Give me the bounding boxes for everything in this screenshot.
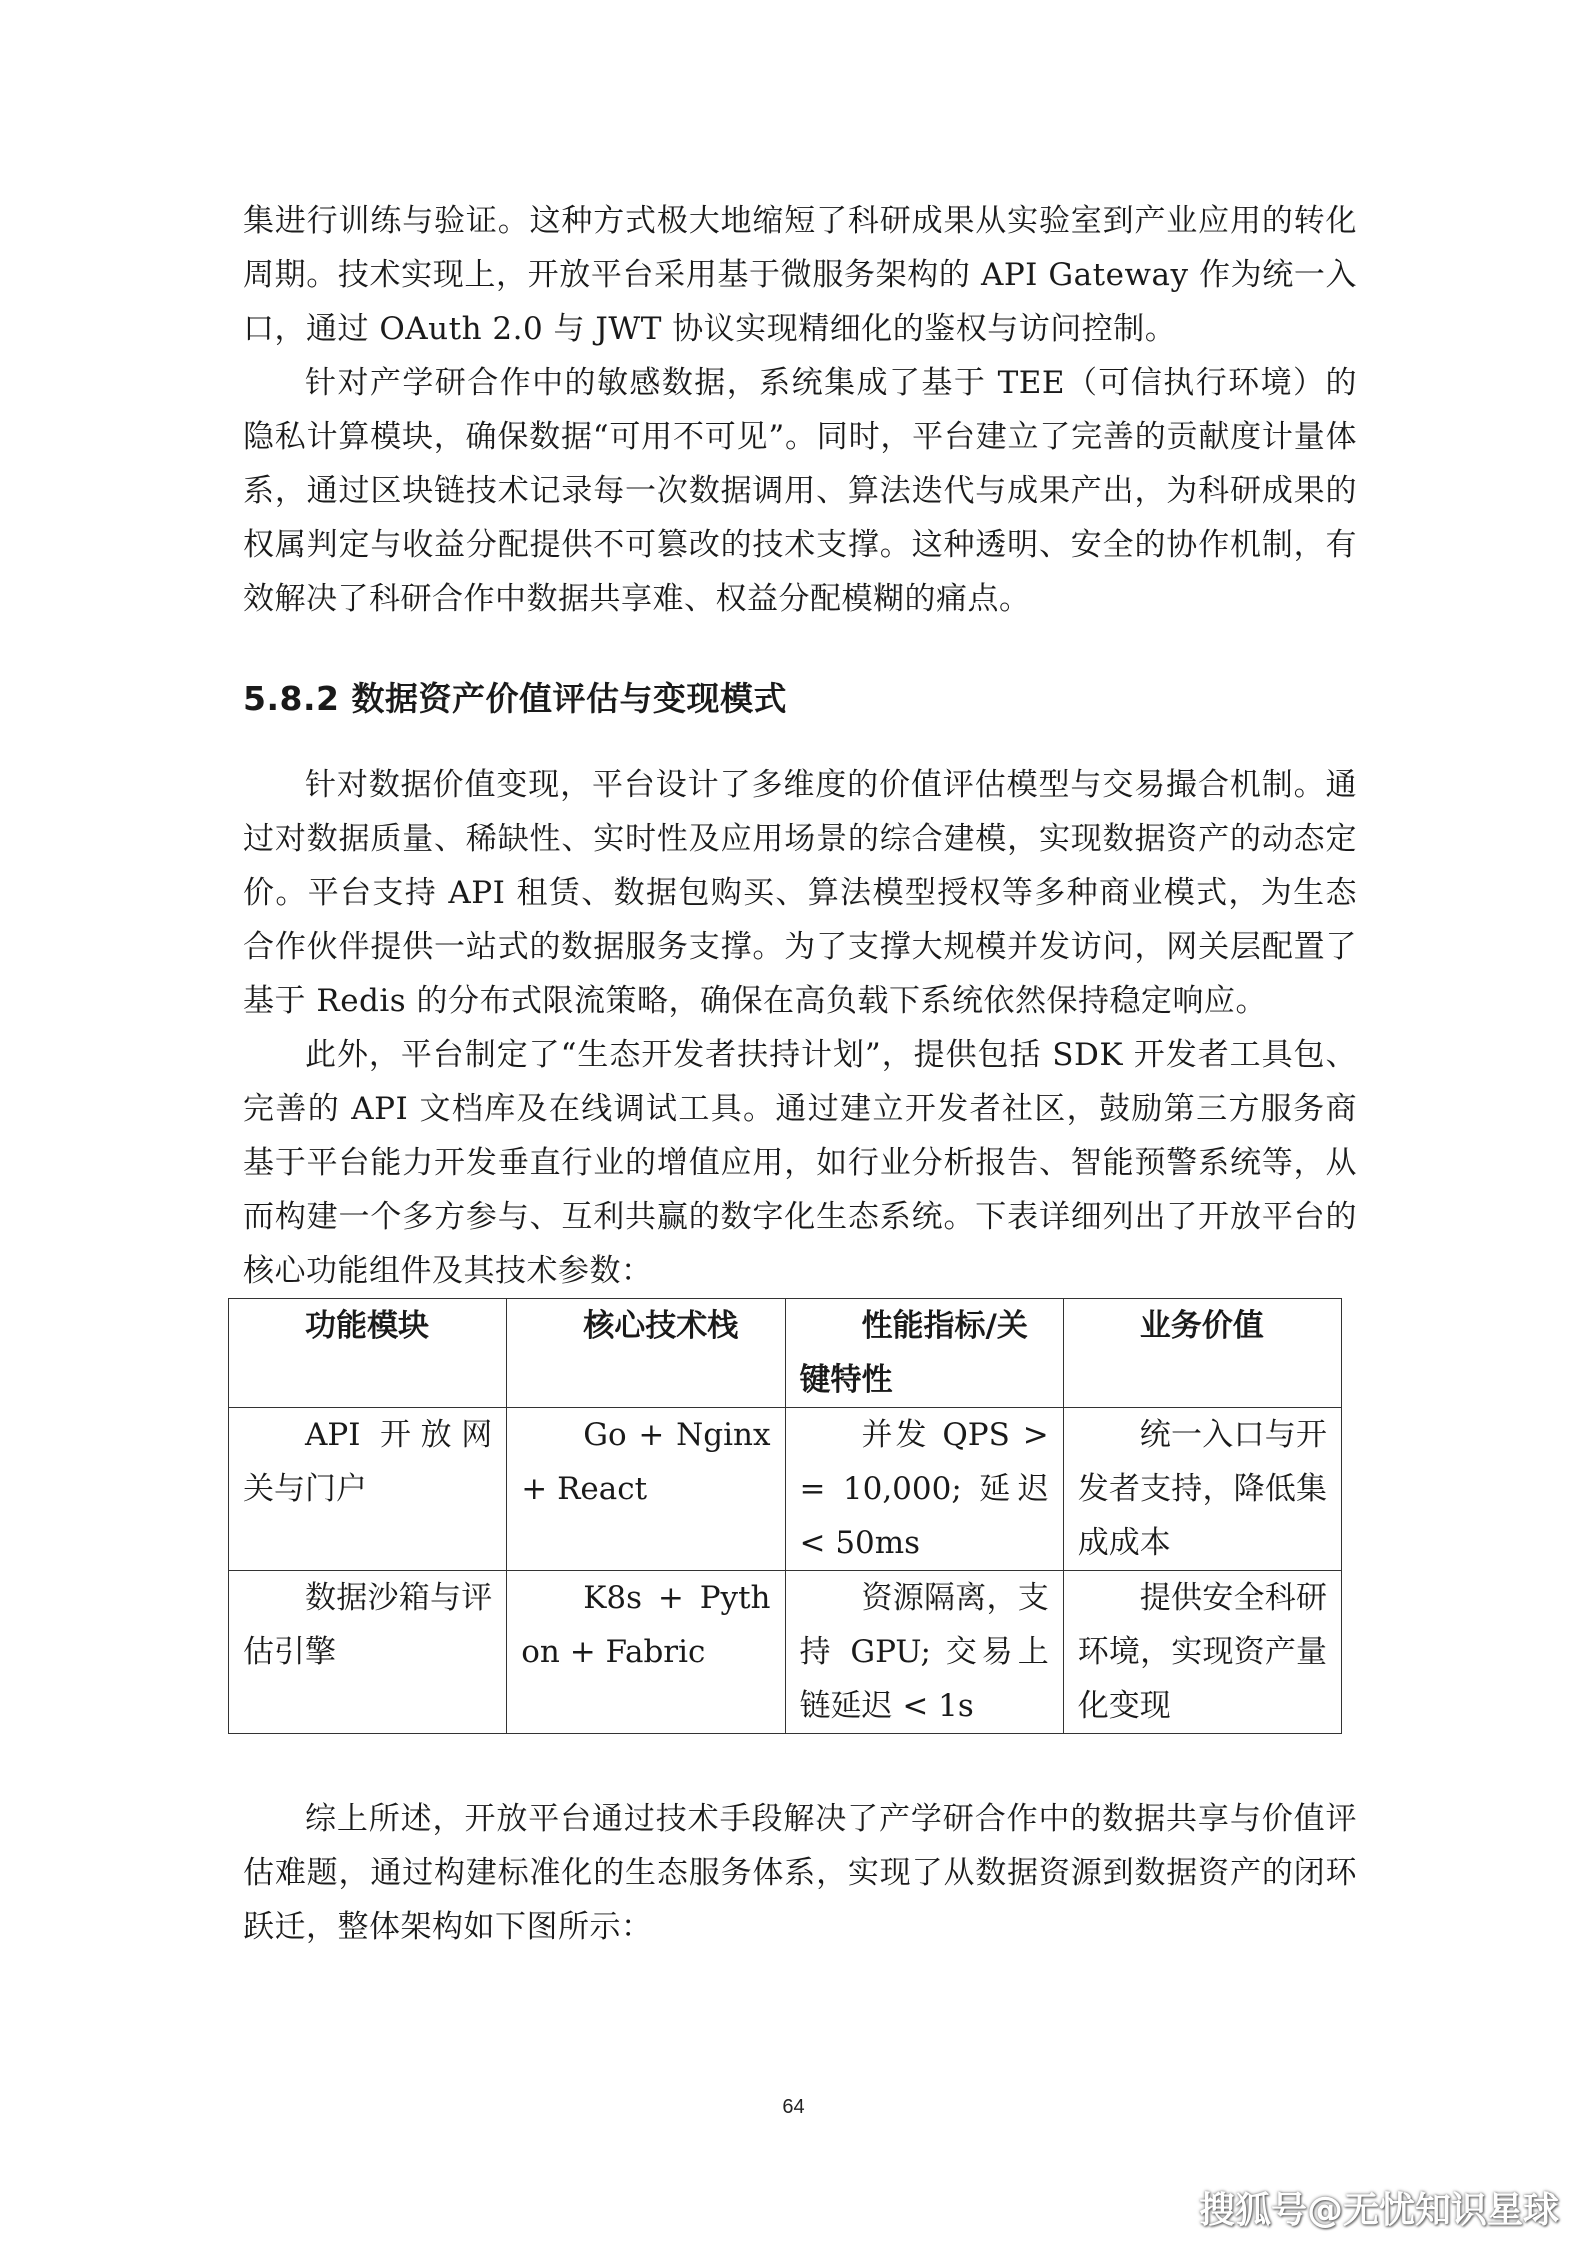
page-content xyxy=(243,194,1357,1954)
table-cell: 并发 QPS >= 10,000; 延迟 < 50ms xyxy=(785,1408,1063,1571)
watermark: 搜狐号@无忧知识星球 xyxy=(1198,2190,1559,2231)
table-row xyxy=(229,1571,1342,1734)
table-cell: 资源隔离，支持 GPU; 交易上链延迟 < 1s xyxy=(785,1571,1063,1734)
table-cell: 数据沙箱与评估引擎 xyxy=(229,1571,507,1734)
table-header-cell: 核心技术栈 xyxy=(507,1299,785,1408)
table-header-cell: 性能指标/关键特性 xyxy=(785,1299,1063,1408)
table-header-cell: 功能模块 xyxy=(229,1299,507,1408)
body-paragraph: 此外，平台制定了“生态开发者扶持计划”，提供包括 SDK 开发者工具包、完善的 API 文档库及在线调试工具。通过建立开发者社区，鼓励第三方服务商基于平台能力开发垂直行业的增值应用，如行业分析报告、智能预警系统等，从而构建一个多方参与、互利共赢的数字化生态系统。下表详细列出了开放平台的核心功能组件及其技术参数： xyxy=(243,1037,1357,1289)
section-heading: 5.8.2 数据资产价值评估与变现模式 xyxy=(243,679,787,718)
body-paragraph: 综上所述，开放平台通过技术手段解决了产学研合作中的数据共享与价值评估难题，通过构建标准化的生态服务体系，实现了从数据资源到数据资产的闭环跃迁，整体架构如下图所示： xyxy=(243,1801,1357,1945)
table-header-cell: 业务价值 xyxy=(1063,1299,1341,1408)
table-cell: Go + Nginx + React xyxy=(507,1408,785,1571)
table-cell: 提供安全科研环境，实现资产量化变现 xyxy=(1063,1571,1341,1734)
body-paragraph: 针对产学研合作中的敏感数据，系统集成了基于 TEE（可信执行环境）的隐私计算模块，确保数据“可用不可见”。同时，平台建立了完善的贡献度计量体系，通过区块链技术记录每一次数据调用、算法迭代与成果产出，为科研成果的权属判定与收益分配提供不可篡改的技术支撑。这种透明、安全的协作机制，有效解决了科研合作中数据共享难、权益分配模糊的痛点。 xyxy=(243,365,1357,617)
table-row xyxy=(229,1408,1342,1571)
component-table xyxy=(228,1298,1342,1734)
body-paragraph: 针对数据价值变现，平台设计了多维度的价值评估模型与交易撮合机制。通过对数据质量、稀缺性、实时性及应用场景的综合建模，实现数据资产的动态定价。平台支持 API 租赁、数据包购买、算法模型授权等多种商业模式，为生态合作伙伴提供一站式的数据服务支撑。为了支撑大规模并发访问，网关层配置了基于 Redis 的分布式限流策略，确保在高负载下系统依然保持稳定响应。 xyxy=(243,767,1357,1019)
body-paragraph: 集进行训练与验证。这种方式极大地缩短了科研成果从实验室到产业应用的转化周期。技术实现上，开放平台采用基于微服务架构的 API Gateway 作为统一入口，通过 OAuth 2.0 与 JWT 协议实现精细化的鉴权与访问控制。 xyxy=(243,203,1357,347)
table-cell: 统一入口与开发者支持，降低集成成本 xyxy=(1063,1408,1341,1571)
table-header-row xyxy=(229,1299,1342,1408)
table-cell: API 开放网关与门户 xyxy=(229,1408,507,1571)
table-cell: K8s + Python + Fabric xyxy=(507,1571,785,1734)
page-number: 64 xyxy=(782,2096,805,2118)
